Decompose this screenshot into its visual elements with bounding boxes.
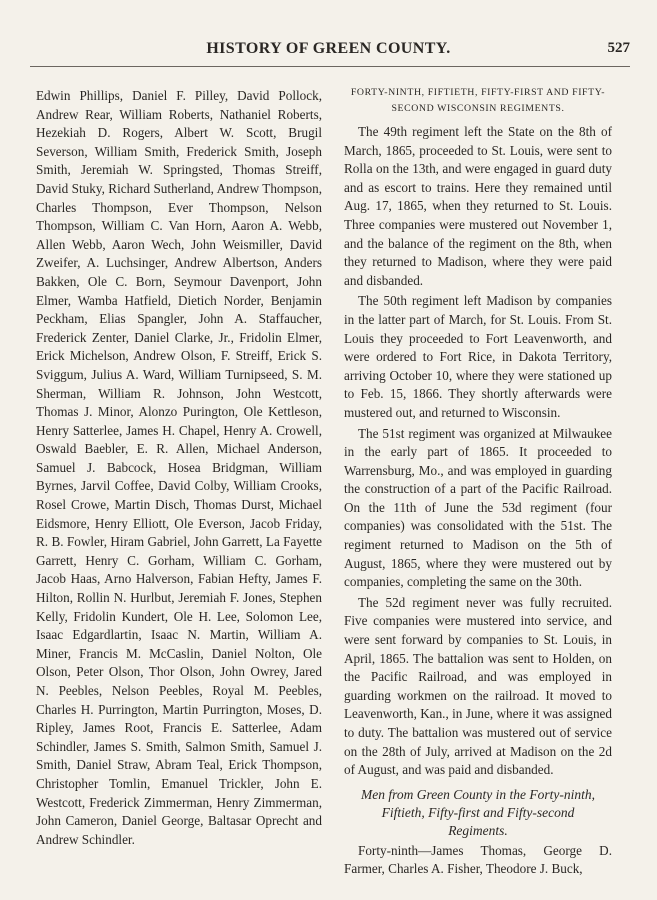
paragraph-forty-ninth-roster: Forty-ninth—James Thomas, George D. Farmer, Charles A. Fisher, Theodore J. Buck, (344, 842, 612, 877)
section-heading-line-2: SECOND WISCONSIN REGIMENTS. (391, 103, 565, 114)
paragraph-49th-regiment: The 49th regiment left the State on the 8th of March, 1865, proceeded to St. Louis, were sent to Rolla on the 13th, and were engaged in guard duty and as escort to trains. Here they remained until Aug. 17, 1865, when they returned to St. Louis. Three companies were mustered out November 1, and the balance of the regiment on the 8th, when they returned to Madison, where they were paid and disbanded. (344, 124, 612, 288)
paragraph-52d-regiment: The 52d regiment never was fully recruited. Five companies were mustered into service, and were sent forward by companies to St. Louis, in April, 1865. The battalion was sent to Holden, on the Pacific Railroad, and was employed in guarding workmen on the railroad. It moved to Leavenworth, Kan., in June, where it was assigned to duty. The battalion was mustered out of service on the 28th of July, arrived at Madison on the 2d of August, and was paid and disbanded. (344, 594, 612, 778)
section-heading-line-1: FORTY-NINTH, FIFTIETH, FIFTY-FIRST AND FIFTY- (350, 87, 606, 98)
soldier-roster: Edwin Phillips, Daniel F. Pilley, David Pollock, Andrew Rear, William Roberts, Nathaniel Roberts, Hezekiah D. Rogers, Albert W. Scott, Brugil Severson, William Smith, Frederick Smith, Joseph Smith, Jeremiah W. Springsted, Thomas Streiff, David Stuky, Richard Sutherland, Andrew Thompson, Charles Thompson, Ever Thompson, Nelson Thompson, William C. Van Horn, Aaron A. Webb, Allen Webb, Aaron Wech, John Weismiller, David Zweifer, A. Luchsinger, Andrew Albertson, Anders Bakken, Ole C. Born, Seymour Davenport, John Elmer, Wamba Hatfield, Dietich Norder, Benjamin Peckham, Elias Spangler, John A. Staffaucher, Frederick Zenter, Daniel Clarke, Jr., Fridolin Elmer, Erick Michelson, Andrew Olson, F. Streiff, Erick S. Sviggum, Julius A. Ward, William Turnipseed, S. M. Sherman, William R. Johnson, John Westcott, Thomas J. Minor, Alonzo Purington, Ole Kettleson, Henry Satterlee, James H. Chapel, Henry A. Crowell, Oswald Baebler, E. R. Allen, Michael Anderson, Samuel J. Babcock, Hosea Bridgman, William Byrnes, Jarvil Coffee, David Colby, William Crooks, Rosel Crowe, Martin Disch, Thomas Durst, Michael Eidsmore, Henry Elliott, Ole Everson, Jacob Friday, R. B. Fowler, Hiram Gabriel, John Garrett, La Fayette Garrett, Henry C. Gorham, William C. Gorham, Jacob Haas, Arno Halverson, Fabian Hefty, James F. Hilton, Rollin N. Hurlbut, Jeremiah F. Jones, Stephen Kelly, Fridolin Kundert, Ole H. Lee, Solomon Lee, Isaac Edgardlartin, Isaac N. Martin, William A. Miner, Francis M. McCaslin, Daniel Nolton, Ole Olson, Peter Olson, Thor Olson, John Owrey, Jared N. Peebles, Nelson Peebles, Royal M. Peebles, Charles H. Purrington, Martin Purrington, Moses, D. Ripley, James Root, Francis E. Satterlee, Adam Schindler, James S. Smith, Salmon Smith, Samuel J. Smith, Daniel Straw, Abram Teal, Erick Thompson, Christopher Tomlin, Emanuel Trickler, John E. Westcott, Frederick Zimmerman, Henry Zimmerman, John Cameron, Daniel George, Baltasar Oprecht and Andrew Schindler. (36, 88, 322, 847)
header-rule (30, 66, 630, 67)
subheading-men-from-green-county (344, 786, 612, 840)
left-column (36, 87, 322, 849)
page-number: 527 (607, 40, 630, 56)
paragraph-50th-regiment: The 50th regiment left Madison by companies in the latter part of March, for St. Louis. From St. Louis they proceeded to Fort Leavenworth, and were ordered to Fort Rice, in Dakota Territory, arriving October 10, where they were stationed up to Feb. 15, 1866. They shortly afterwards were mustered out, and returned to Wisconsin. (344, 293, 612, 420)
subheading-line-1: Men from Green County in the Forty-ninth, (360, 786, 596, 802)
subheading-line-2: Fiftieth, Fifty-first and Fifty-second (381, 804, 575, 820)
paragraph-51st-regiment: The 51st regiment was organized at Milwaukee in the early part of 1865. It proceeded to Warrensburg, Mo., and was employed in guarding the construction of a part of the Pacific Railroad. On the 11th of June the 53d regiment (four companies) was consolidated with the 51st. The regiment returned to Madison on the 5th of August, 1865, where they were mustered out by companies, completing the same on the 30th. (344, 425, 612, 590)
right-column (344, 85, 612, 879)
section-heading (344, 85, 612, 117)
running-title: HISTORY OF GREEN COUNTY. (206, 40, 451, 57)
subheading-line-3: Regiments. (448, 822, 508, 838)
